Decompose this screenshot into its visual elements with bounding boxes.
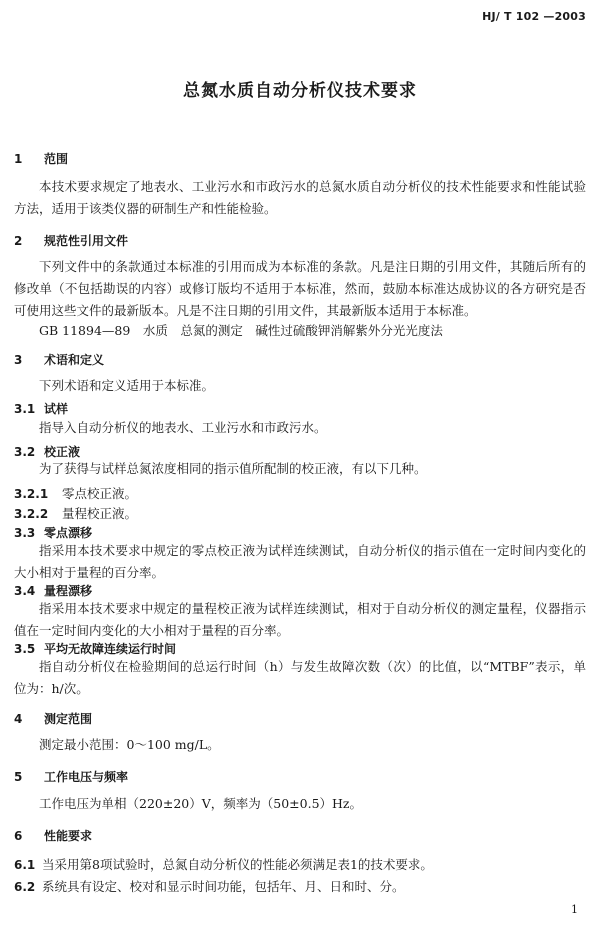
document-title: 总氮水质自动分析仪技术要求: [183, 81, 417, 101]
term-3-4-heading: [14, 582, 92, 599]
clause-number: 6.1: [14, 858, 36, 872]
section-5-heading: [14, 768, 128, 785]
term-number: 3.1: [14, 402, 36, 416]
section-number: 3: [14, 353, 23, 367]
term-number: 3.3: [14, 526, 36, 540]
term-title: 零点漂移: [44, 526, 93, 540]
section-title: 范围: [44, 152, 69, 166]
term-3-3-heading: [14, 524, 92, 541]
clause-number: 6.2: [14, 880, 36, 894]
term-text: 量程校正液。: [62, 506, 138, 521]
section-number: 4: [14, 712, 23, 726]
term-number: 3.5: [14, 642, 36, 656]
term-number: 3.4: [14, 584, 36, 598]
clause-6-1: [14, 855, 433, 873]
section-number: 2: [14, 234, 23, 248]
term-number: 3.2.2: [14, 507, 49, 521]
page-number: 1: [571, 903, 578, 916]
section-4-body: 测定最小范围：0～100 mg/L。: [39, 737, 220, 752]
section-2-heading: [14, 232, 128, 249]
section-title: 性能要求: [44, 829, 93, 843]
clause-text: 系统具有设定、校对和显示时间功能，包括年、月、日和时、分。: [42, 879, 405, 894]
section-5-body: 工作电压为单相（220±20）V，频率为（50±0.5）Hz。: [39, 796, 363, 811]
clause-6-2: [14, 877, 405, 895]
term-title: 试样: [44, 402, 69, 416]
clause-text: 当采用第8项试验时，总氮自动分析仪的性能必须满足表1的技术要求。: [42, 857, 433, 872]
term-3-2-body: 为了获得与试样总氮浓度相同的指示值所配制的校正液，有以下几种。: [39, 461, 427, 476]
term-title: 量程漂移: [44, 584, 93, 598]
term-3-2-1: [14, 484, 137, 502]
term-3-3-body: 指采用本技术要求中规定的零点校正液为试样连续测试，自动分析仪的指示值在一定时间内变化的大小相对于量程的百分率。: [14, 543, 586, 580]
section-3-heading: [14, 351, 104, 368]
section-1-heading: [14, 150, 68, 167]
section-number: 5: [14, 770, 23, 784]
section-2-body: 下列文件中的条款通过本标准的引用而成为本标准的条款。凡是注日期的引用文件，其随后所有的修改单（不包括勘误的内容）或修订版均不适用于本标准，然而，鼓励本标准达成协议的各方研究是否可使用这些文件的最新版本。凡是不注日期的引用文件，其最新版本适用于本标准。: [14, 259, 586, 318]
section-1-body: 本技术要求规定了地表水、工业污水和市政污水的总氮水质自动分析仪的技术性能要求和性能试验方法，适用于该类仪器的研制生产和性能检验。: [14, 179, 586, 216]
term-title: 平均无故障连续运行时间: [44, 642, 177, 656]
term-number: 3.2: [14, 445, 36, 459]
term-number: 3.2.1: [14, 487, 49, 501]
section-title: 工作电压与频率: [44, 770, 129, 784]
term-text: 零点校正液。: [62, 486, 138, 501]
term-3-2-2: [14, 504, 137, 522]
section-title: 测定范围: [44, 712, 93, 726]
section-title: 术语和定义: [44, 353, 105, 367]
term-3-4-body: 指采用本技术要求中规定的量程校正液为试样连续测试，相对于自动分析仪的测定量程，仪器指示值在一定时间内变化的大小相对于量程的百分率。: [14, 601, 586, 638]
term-3-5-heading: [14, 640, 176, 657]
term-3-1-heading: [14, 400, 68, 417]
section-3-intro: 下列术语和定义适用于本标准。: [39, 378, 215, 393]
section-title: 规范性引用文件: [44, 234, 129, 248]
term-3-5-body: 指自动分析仪在检验期间的总运行时间（h）与发生故障次数（次）的比值，以“MTBF”表示，单位为：h/次。: [14, 659, 586, 696]
section-number: 6: [14, 829, 23, 843]
standard-code: HJ/ T 102 —2003: [482, 10, 586, 23]
section-6-heading: [14, 827, 92, 844]
normative-reference: GB 11894—89 水质 总氮的测定 碱性过硫酸钾消解紫外分光光度法: [39, 323, 443, 338]
term-title: 校正液: [44, 445, 81, 459]
term-3-1-body: 指导入自动分析仪的地表水、工业污水和市政污水。: [39, 420, 327, 435]
section-4-heading: [14, 710, 92, 727]
section-number: 1: [14, 152, 23, 166]
